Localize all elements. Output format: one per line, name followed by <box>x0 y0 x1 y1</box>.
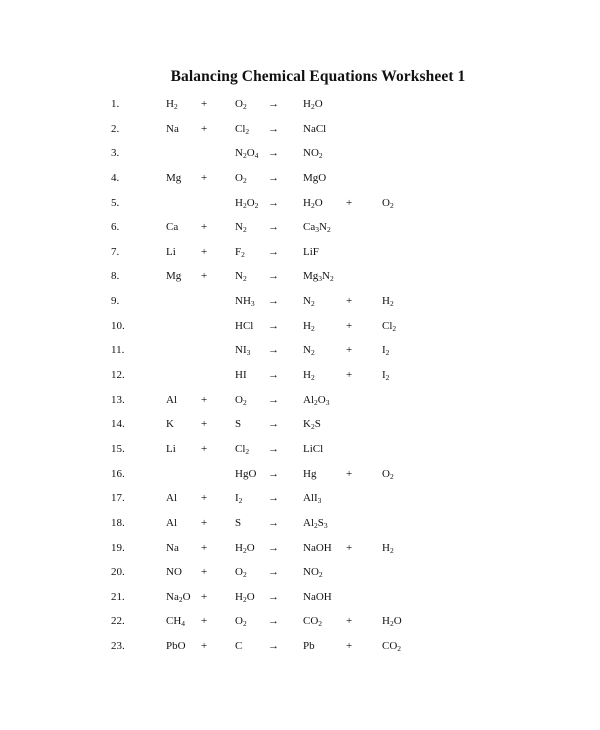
plus-sign: + <box>201 442 208 455</box>
equation-number: 22. <box>111 615 125 628</box>
equation-number: 4. <box>111 171 120 184</box>
product-1: $NO_2$ <box>303 566 323 580</box>
equation-number: 16. <box>111 467 125 480</box>
plus-sign: + <box>346 196 353 209</box>
plus-sign: + <box>201 541 208 554</box>
reactant-1: Al <box>166 516 177 529</box>
equation-number: 2. <box>111 122 120 135</box>
equation-row <box>0 292 600 317</box>
plus-sign: + <box>346 615 353 628</box>
reactant-1: Al <box>166 492 177 505</box>
reactant-2: $O_2$ <box>235 171 247 185</box>
equation-row <box>0 612 600 637</box>
reaction-arrow: → <box>268 393 279 406</box>
reactant-2: $O_2$ <box>235 98 247 111</box>
reaction-arrow: → <box>268 467 279 480</box>
reactant-2: $O_2$ <box>235 615 247 629</box>
equation-row <box>0 120 600 145</box>
plus-sign: + <box>201 492 208 505</box>
equation-row <box>0 563 600 588</box>
reactant-1: Na <box>166 541 179 554</box>
equation-number: 17. <box>111 492 125 505</box>
product-1: $Al_2O_3$ <box>303 393 330 407</box>
reaction-arrow: → <box>268 516 279 529</box>
reaction-arrow: → <box>268 171 279 184</box>
reaction-arrow: → <box>268 221 279 234</box>
reaction-arrow: → <box>268 147 279 160</box>
plus-sign: + <box>201 418 208 431</box>
equation-number: 19. <box>111 541 125 554</box>
equation-row <box>0 317 600 342</box>
plus-sign: + <box>201 245 208 258</box>
equation-row <box>0 415 600 440</box>
equation-number: 8. <box>111 270 120 283</box>
equation-row <box>0 391 600 416</box>
equation-row <box>0 341 600 366</box>
equation-list <box>0 95 600 662</box>
product-2: $Cl_2$ <box>382 319 397 333</box>
plus-sign: + <box>346 295 353 308</box>
reactant-2: $N_2O_4$ <box>235 147 259 161</box>
product-1: MgO <box>303 171 327 184</box>
equation-number: 21. <box>111 590 125 603</box>
product-1: NaOH <box>303 541 332 554</box>
reactant-1: $Na_2O$ <box>166 590 191 604</box>
product-2: $I_2$ <box>382 369 390 383</box>
product-1: LiF <box>303 245 319 258</box>
equation-number: 14. <box>111 418 125 431</box>
equation-row <box>0 440 600 465</box>
reactant-2: $Cl_2$ <box>235 122 250 136</box>
product-2: $O_2$ <box>382 467 394 481</box>
plus-sign: + <box>346 319 353 332</box>
reactant-1: $CH_4$ <box>166 615 186 629</box>
equation-number: 9. <box>111 295 120 308</box>
plus-sign: + <box>201 516 208 529</box>
product-1: $H_2O$ <box>303 98 323 111</box>
reaction-arrow: → <box>268 442 279 455</box>
product-1: $H_2$ <box>303 369 315 383</box>
product-1: NaCl <box>303 122 327 135</box>
reactant-2: $F_2$ <box>235 245 245 259</box>
reactant-2: $NI_3$ <box>235 344 251 358</box>
product-1: $Mg_3N_2$ <box>303 270 334 284</box>
reaction-arrow: → <box>268 270 279 283</box>
reaction-arrow: → <box>268 295 279 308</box>
reactant-1: K <box>166 418 174 431</box>
reactant-2: C <box>235 640 243 653</box>
reaction-arrow: → <box>268 369 279 382</box>
reaction-arrow: → <box>268 245 279 258</box>
product-2: $O_2$ <box>382 196 394 210</box>
equation-number: 18. <box>111 516 125 529</box>
equation-row <box>0 95 600 120</box>
plus-sign: + <box>346 467 353 480</box>
equation-number: 15. <box>111 442 125 455</box>
equation-number: 10. <box>111 319 125 332</box>
equation-row <box>0 169 600 194</box>
reactant-1: Ca <box>166 221 179 234</box>
reactant-1: Li <box>166 442 176 455</box>
reactant-2: $O_2$ <box>235 566 247 580</box>
reactant-2: HgO <box>235 467 257 480</box>
product-2: $H_2$ <box>382 541 394 555</box>
plus-sign: + <box>201 640 208 653</box>
equation-row <box>0 194 600 219</box>
reaction-arrow: → <box>268 344 279 357</box>
reactant-1: Na <box>166 122 179 135</box>
product-1: $K_2S$ <box>303 418 321 432</box>
equation-number: 1. <box>111 98 120 110</box>
equation-row <box>0 637 600 662</box>
product-1: $Ca_3N_2$ <box>303 221 331 235</box>
equation-number: 7. <box>111 245 120 258</box>
equation-row <box>0 243 600 268</box>
plus-sign: + <box>346 344 353 357</box>
reactant-1: Li <box>166 245 176 258</box>
reaction-arrow: → <box>268 615 279 628</box>
equation-number: 20. <box>111 566 125 579</box>
product-2: $CO_2$ <box>382 640 402 654</box>
reactant-2: $I_2$ <box>235 492 243 506</box>
product-1: AlI$_3$ <box>303 492 322 506</box>
product-1: Pb <box>303 640 315 653</box>
product-1: $Al_2S_3$ <box>303 516 328 530</box>
reactant-2: $O_2$ <box>235 393 247 407</box>
equation-row <box>0 514 600 539</box>
reactant-2: $H_2O_2$ <box>235 196 259 210</box>
product-1: $N_2$ <box>303 295 315 309</box>
plus-sign: + <box>201 615 208 628</box>
reaction-arrow: → <box>268 418 279 431</box>
equation-number: 3. <box>111 147 120 160</box>
reactant-2: $Cl_2$ <box>235 442 250 456</box>
equation-row <box>0 588 600 613</box>
plus-sign: + <box>201 270 208 283</box>
equation-row <box>0 539 600 564</box>
equation-number: 12. <box>111 369 125 382</box>
reaction-arrow: → <box>268 566 279 579</box>
equation-row <box>0 144 600 169</box>
plus-sign: + <box>201 122 208 135</box>
equation-row <box>0 489 600 514</box>
reactant-2: $N_2$ <box>235 221 247 235</box>
plus-sign: + <box>201 221 208 234</box>
product-2: $H_2O$ <box>382 615 402 629</box>
product-2: $H_2$ <box>382 295 394 309</box>
reaction-arrow: → <box>268 492 279 505</box>
reaction-arrow: → <box>268 319 279 332</box>
reactant-2: $H_2O$ <box>235 590 255 604</box>
reaction-arrow: → <box>268 590 279 603</box>
product-2: $I_2$ <box>382 344 390 358</box>
reactant-2: HI <box>235 369 247 382</box>
reactant-2: $NH_3$ <box>235 295 255 309</box>
reactant-2: S <box>235 516 242 529</box>
reactant-1: Al <box>166 393 177 406</box>
reactant-1: Mg <box>166 270 182 283</box>
reactant-2: HCl <box>235 319 254 332</box>
reactant-1: Mg <box>166 171 182 184</box>
worksheet-title: Balancing Chemical Equations Worksheet 1 <box>170 68 466 85</box>
product-1: $NO_2$ <box>303 147 323 161</box>
plus-sign: + <box>346 541 353 554</box>
plus-sign: + <box>201 590 208 603</box>
equation-row <box>0 465 600 490</box>
reaction-arrow: → <box>268 640 279 653</box>
product-1: $CO_2$ <box>303 615 323 629</box>
equation-number: 11. <box>111 344 125 357</box>
equation-number: 13. <box>111 393 125 406</box>
equation-number: 6. <box>111 221 120 234</box>
equation-row <box>0 218 600 243</box>
product-1: NaOH <box>303 590 332 603</box>
plus-sign: + <box>201 171 208 184</box>
product-1: $H_2$ <box>303 319 315 333</box>
plus-sign: + <box>201 98 208 110</box>
equation-number: 5. <box>111 196 120 209</box>
reactant-1: PbO <box>166 640 186 653</box>
reaction-arrow: → <box>268 98 279 110</box>
equation-row <box>0 366 600 391</box>
reaction-arrow: → <box>268 122 279 135</box>
product-1: $H_2O$ <box>303 196 323 210</box>
reactant-2: $N_2$ <box>235 270 247 284</box>
reactant-2: S <box>235 418 242 431</box>
product-1: LiCl <box>303 442 324 455</box>
reactant-1: $H_2$ <box>166 98 178 111</box>
equation-number: 23. <box>111 640 125 653</box>
plus-sign: + <box>346 640 353 653</box>
plus-sign: + <box>201 393 208 406</box>
reaction-arrow: → <box>268 541 279 554</box>
plus-sign: + <box>346 369 353 382</box>
reactant-2: $H_2O$ <box>235 541 255 555</box>
reactant-1: NO <box>166 566 182 579</box>
plus-sign: + <box>201 566 208 579</box>
product-1: Hg <box>303 467 317 480</box>
product-1: $N_2$ <box>303 344 315 358</box>
reaction-arrow: → <box>268 196 279 209</box>
equation-row <box>0 267 600 292</box>
